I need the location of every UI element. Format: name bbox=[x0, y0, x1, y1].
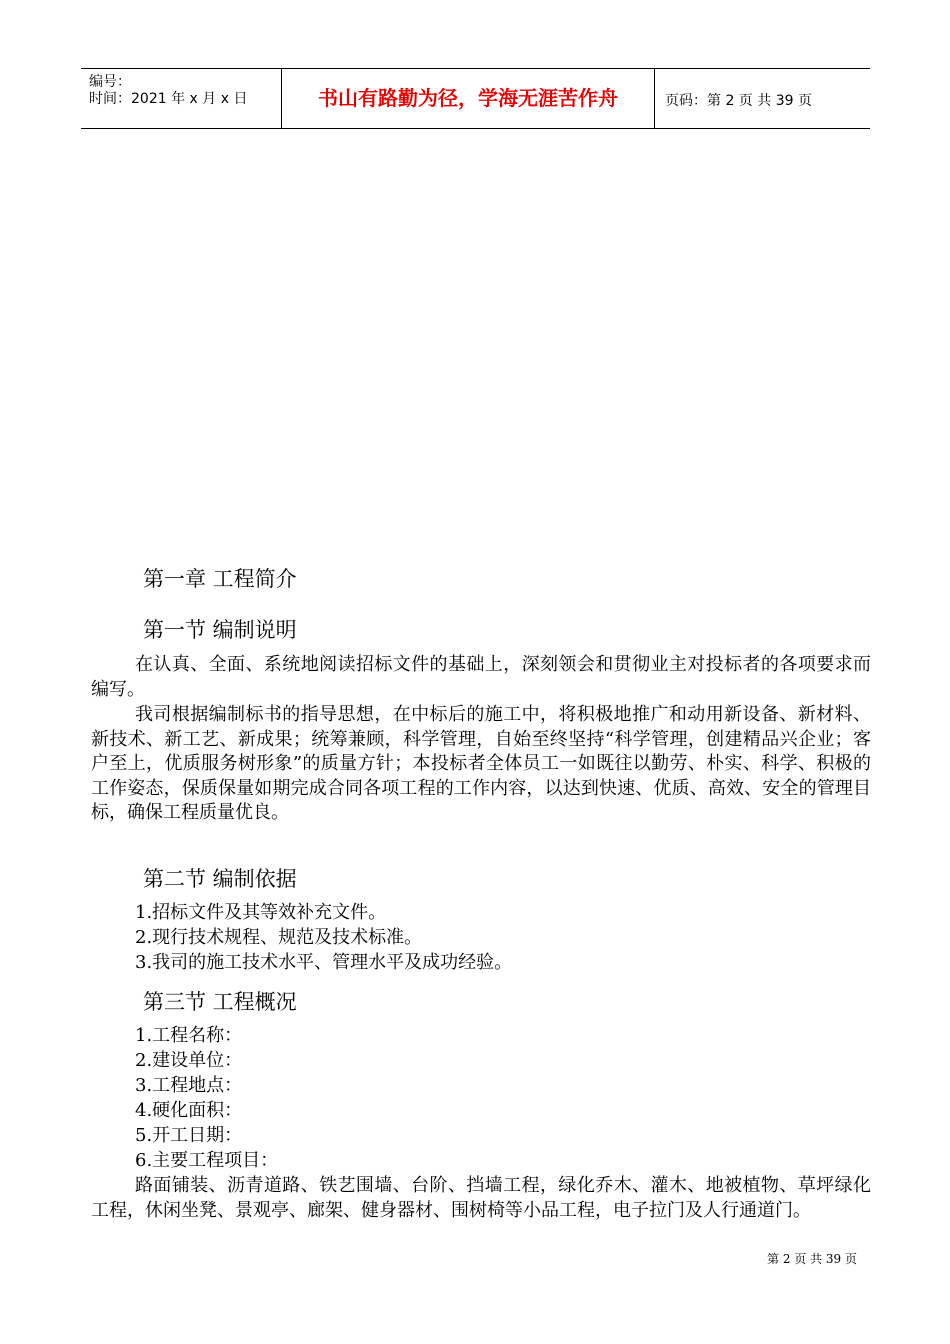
section1-title: 第一节 编制说明 bbox=[143, 618, 297, 642]
document-header bbox=[81, 68, 870, 129]
section3-item: 3.工程地点： bbox=[135, 1075, 243, 1096]
section2-item: 1.招标文件及其等效补充文件。 bbox=[135, 902, 387, 923]
section3-paragraph: 路面铺装、沥青道路、铁艺围墙、台阶、挡墙工程，绿化乔木、灌木、地被植物、草坪绿化工程，休闲坐凳、景观亭、廊架、健身器材、围树椅等小品工程，电子拉门及人行通道门。 bbox=[91, 1175, 871, 1221]
header-info-cell bbox=[81, 69, 282, 128]
section3-item: 4.硬化面积： bbox=[135, 1100, 243, 1121]
page-footer: 第 2 页 共 39 页 bbox=[767, 1252, 857, 1266]
section3-title: 第三节 工程概况 bbox=[143, 990, 297, 1014]
section3-item: 5.开工日期： bbox=[135, 1125, 243, 1146]
number-label: 编号： bbox=[89, 74, 131, 90]
section2-item: 2.现行技术规程、规范及技术标准。 bbox=[135, 927, 423, 948]
section1-paragraph-1: 在认真、全面、系统地阅读招标文件的基础上，深刻领会和贯彻业主对投标者的各项要求而编写。 bbox=[91, 654, 871, 700]
section3-item: 1.工程名称： bbox=[135, 1025, 243, 1046]
chapter-title: 第一章 工程简介 bbox=[143, 567, 297, 591]
section1-paragraph-2: 我司根据编制标书的指导思想，在中标后的施工中，将积极地推广和动用新设备、新材料、新技术、新工艺、新成果；统筹兼顾，科学管理，自始至终坚持“科学管理，创建精品兴企业；客户至上，优质服务树形象”的质量方针；本投标者全体员工一如既往以勤劳、朴实、科学、积极的工作姿态，保质保量如期完成合同各项工程的工作内容，以达到快速、优质、高效、安全的管理目标，确保工程质量优良。 bbox=[91, 704, 871, 823]
section2-item: 3.我司的施工技术水平、管理水平及成功经验。 bbox=[135, 952, 513, 973]
section3-item: 6.主要工程项目： bbox=[135, 1150, 279, 1171]
time-label: 时间：2021 年 x 月 x 日 bbox=[89, 91, 248, 107]
header-motto-cell bbox=[282, 69, 655, 128]
section3-item: 2.建设单位： bbox=[135, 1050, 243, 1071]
page-label: 页码：第 2 页 共 39 页 bbox=[665, 93, 812, 109]
motto-text: 书山有路勤为径，学海无涯苦作舟 bbox=[318, 86, 618, 110]
header-page-cell bbox=[655, 69, 870, 128]
section2-title: 第二节 编制依据 bbox=[143, 867, 297, 891]
